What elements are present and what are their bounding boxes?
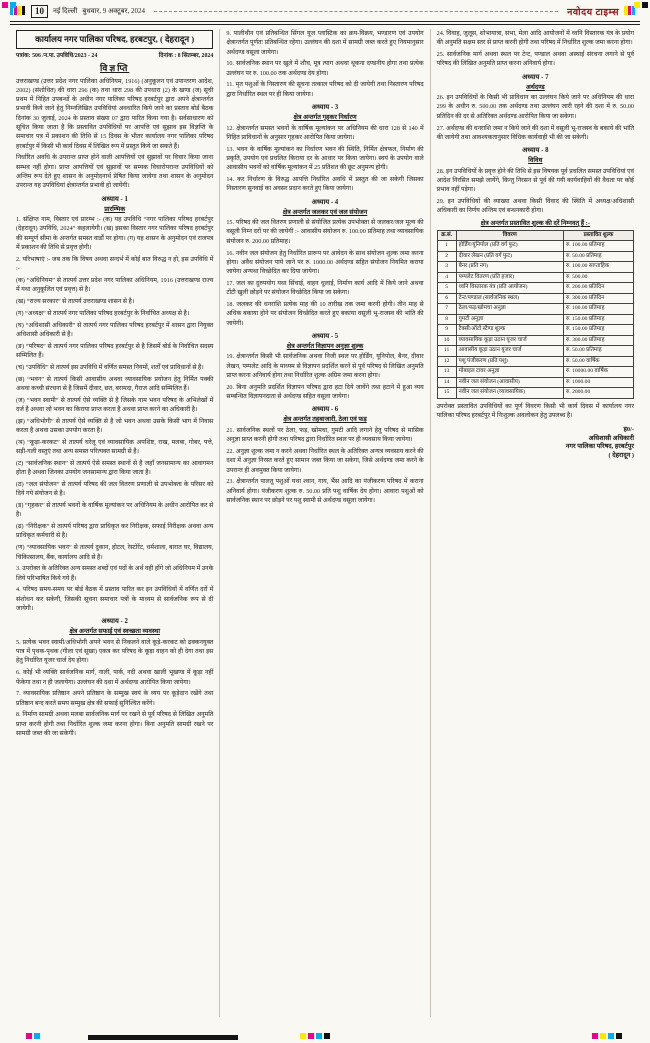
section-subheading: विविध <box>528 157 543 165</box>
fee-table-cell: 9 <box>437 325 456 336</box>
notice-paragraph: (ड) “गृहकर” से तात्पर्य भवनों के वार्षिक मूल्यांकन पर अधिनियम के अधीन आरोपित कर से है। <box>16 502 214 519</box>
fee-table-cell: 13 <box>437 367 456 378</box>
fee-table-cell: रु. 150.00 प्रतिमाह <box>563 314 633 325</box>
fee-table-cell: रु. 100.00 प्रतिमाह <box>563 304 633 315</box>
ref-number: पत्रांक: 506 /न.पा. उपविधि/2023 - 24 <box>16 52 98 59</box>
fee-table-cell: रु. 1000.00 <box>563 377 633 388</box>
notice-paragraph: 21. सार्वजनिक स्थलों पर ठेला, फड़, खोमचा, गुमटी आदि लगाने हेतु परिषद से मासिक अनुज्ञा प्राप्त करनी होगी तथा परिषद द्वारा निर्धारित स्थल पर ही व्यवसाय किया जायेगा। <box>226 426 424 444</box>
notice-paragraph: 3. उपरोक्त के अतिरिक्त अन्य समस्त शब्दों एवं पदों के अर्थ वही होंगे जो अधिनियम में उनके लिये परिभाषित किये गये हैं। <box>16 565 214 582</box>
notice-paragraph: 25. सार्वजनिक मार्ग अथवा स्थल पर टेन्ट, पण्डाल अथवा अस्थाई संरचना लगाने से पूर्व परिषद की लिखित अनुमति प्राप्त करना अनिवार्य होगा। <box>436 51 634 68</box>
magenta-mark <box>592 1033 598 1039</box>
cyan-mark <box>10 2 16 8</box>
fee-table-row <box>437 346 633 357</box>
bottom-black-registration-bar <box>88 1035 238 1040</box>
notice-heading: विज्ञप्ति <box>99 62 130 73</box>
notice-paragraph: (छ) “भवन” से तात्पर्य किसी आवासीय अथवा व्यावसायिक प्रयोजन हेतु निर्मित पक्की अथवा कच्ची संरचना से है जिसमें दीवार, छत, बरामदा, गैराज आदि सम्मिलित हैं। <box>16 375 214 392</box>
chapter-heading: अध्याय - 5 <box>311 332 339 340</box>
office-title-box <box>16 30 213 49</box>
notice-paragraph: 18. जलकर की धनराशि प्रत्येक माह की 10 तारीख तक जमा करनी होगी। तीन माह से अधिक बकाया होने पर संयोजन विच्छेदित करते हुए बकाया वसूली भू-राजस्व की भांति की जायेगी। <box>226 301 424 327</box>
fee-table-row <box>437 251 633 262</box>
section-subheading: क्षेत्र अन्तर्गत विज्ञापन अनुज्ञा शुल्क <box>286 342 364 350</box>
fee-table-cell: रु. 500.00 <box>563 272 633 283</box>
fee-table-row <box>437 314 633 325</box>
notice-paragraph: 10. सार्वजनिक स्थान पर खुले में शौच, मूत्र त्याग अथवा थूकना दण्डनीय होगा तथा प्रत्येक उल्लंघन पर रु. 100.00 तक अर्थदण्ड देय होगा। <box>226 60 424 77</box>
signature-block <box>437 426 634 460</box>
section-subheading: क्षेत्र अन्तर्गत तहबाजारी, ठेला एवं फड़ <box>283 416 367 424</box>
notice-paragraph: 26. इन उपविधियों के किसी भी प्राविधान का उल्लंघन किये जाने पर अधिनियम की धारा 299 के अधीन रु. 500.00 तक अर्थदण्ड तथा उल्लंघन जारी रहने की दशा में रु. 50.00 प्रतिदिन की दर से अतिरिक्त अर्थदण्ड आरोपित किया जा सकेगा। <box>436 94 634 120</box>
notice-paragraph: (ज) “भवन स्वामी” से तात्पर्य ऐसे व्यक्ति से है जिसके नाम भवन परिषद के अभिलेखों में दर्ज है अथवा जो भवन का किराया प्राप्त करता है अथवा प्राप्त करने का अधिकारी है। <box>16 396 214 413</box>
black-mark <box>616 1033 622 1039</box>
fee-table-cell: रु. 2000.00 <box>563 388 633 399</box>
fee-table-cell: 4 <box>437 272 456 283</box>
fee-table-cell: रु. 50.00 प्रतिमाह <box>563 346 633 357</box>
fee-table-header-cell: प्रस्तावित शुल्क <box>563 230 633 241</box>
notice-paragraph: 22. अनुज्ञा शुल्क जमा न करने अथवा निर्धारित स्थल के अतिरिक्त अन्यत्र व्यवसाय करने की दशा में अनुज्ञा निरस्त करते हुए सामान जब्त किया जा सकेगा, जिसे अर्थदण्ड जमा करने के उपरान्त ही अवमुक्त किया जायेगा। <box>226 448 424 474</box>
fee-table-cell: 12 <box>437 356 456 367</box>
fee-table-cell: 5 <box>437 283 456 294</box>
notice-paragraph: (घ) “अधिशासी अधिकारी” से तात्पर्य नगर पालिका परिषद हरबर्टपुर में शासन द्वारा नियुक्त अधिशासी अधिकारी से है। <box>16 321 214 338</box>
fee-table-cell: नवीन जल संयोजन (व्यावसायिक) <box>456 388 563 399</box>
fee-table-cell: रु. 300.00 प्रतिमाह <box>563 335 633 346</box>
chapter-heading: अध्याय - 7 <box>522 73 549 81</box>
fee-table-cell: पम्पलेट वितरण (प्रति हजार) <box>456 272 563 283</box>
notice-paragraph: (ढ) “निरीक्षक” से तात्पर्य परिषद द्वारा प्राधिकृत कर निरीक्षक, सफाई निरीक्षक अथवा अन्य प्राधिकृत कर्मचारी से है। <box>16 523 214 540</box>
fee-table-body <box>437 241 633 399</box>
fee-table-header-row <box>437 230 633 241</box>
section-subheading: प्रारम्भिक <box>104 205 126 213</box>
notice-paragraph: 1. संक्षिप्त नाम, विस्तार एवं प्रारम्भ :- (क) यह उपविधि “नगर पालिका परिषद हरबर्टपुर (देहरादून) उपविधि, 2024” कहलायेगी। (ख) इसका विस्तार नगर पालिका परिषद हरबर्टपुर की सम्पूर्ण सीमा के अन्तर्गत समस्त वार्डों पर होगा। (ग) यह शासन के अनुमोदन एवं राजपत्र में प्रकाशन की तिथि से प्रवृत्त होगी। <box>16 216 214 251</box>
masthead-divider-dashes <box>154 11 558 12</box>
masthead <box>0 0 650 21</box>
fee-table-cell: रु. 50.00 वार्षिक <box>563 356 633 367</box>
fee-table-row <box>437 325 633 336</box>
notice-paragraph: 5. प्रत्येक भवन स्वामी/अधिभोगी अपने भवन से निकलने वाले कूड़े-करकट को ढक्कनयुक्त पात्र में पृथक-पृथक (गीला एवं सूखा) एकत्र कर परिषद के कूड़ा वाहन को ही देगा तथा इस हेतु निर्धारित यूजर चार्ज देय होगा। <box>16 638 214 665</box>
fee-table-cell: 7 <box>437 304 456 315</box>
yellow-bar <box>18 6 21 15</box>
fee-table-cell: 8 <box>437 314 456 325</box>
chapter-heading: अध्याय - 8 <box>522 147 549 155</box>
fee-table-cell: 10 <box>437 335 456 346</box>
fee-table-cell: गुमटी अनुज्ञा <box>456 314 563 325</box>
fee-table-row <box>437 377 633 388</box>
fee-table-cell: होर्डिंग/यूनिपोल (प्रति वर्ग फुट) <box>456 241 563 252</box>
notice-paragraph: (ख) “राज्य सरकार” से तात्पर्य उत्तराखण्ड शासन से है। <box>16 297 135 305</box>
fee-table-cell: दीवार लेखन (प्रति वर्ग फुट) <box>456 251 563 262</box>
notice-paragraph: 29. इन उपविधियों की व्याख्या अथवा किसी विवाद की स्थिति में अध्यक्ष/अधिशासी अधिकारी का निर्णय अन्तिम एवं बन्धनकारी होगा। <box>436 198 634 215</box>
notice-paragraph: (ङ) “परिषद” से तात्पर्य नगर पालिका परिषद हरबर्टपुर से है जिसमें बोर्ड के निर्वाचित सदस्य सम्मिलित हैं। <box>16 342 214 359</box>
fee-table-row <box>437 304 633 315</box>
fee-table-cell: 11 <box>437 346 456 357</box>
notice-paragraph: 23. क्षेत्रान्तर्गत पालतू पशुओं यथा श्वान, गाय, भैंस आदि का पंजीकरण परिषद में कराना अनिवार्य होगा। पंजीकरण शुल्क रु. 50.00 प्रति पशु वार्षिक देय होगा। आवारा पशुओं को सार्वजनिक स्थान पर छोड़ने पर पशु स्वामी से अर्थदण्ड वसूला जायेगा। <box>226 478 424 504</box>
fee-table-cell: ध्वनि विस्तारक यंत्र (प्रति आयोजन) <box>456 283 563 294</box>
section-subheading: क्षेत्र अन्तर्गत गृहकर निर्धारण <box>293 114 357 122</box>
fee-table-cell: आवासीय कूड़ा उठान यूजर चार्ज <box>456 346 563 357</box>
fee-table-cell: पशु पंजीकरण (प्रति पशु) <box>456 356 563 367</box>
fee-table-cell: 6 <box>437 293 456 304</box>
fee-table-row <box>437 367 633 378</box>
masthead-rule <box>10 21 640 25</box>
notice-paragraph: (ञ) “कूड़ा-करकट” से तात्पर्य घरेलू एवं व्यावसायिक अपशिष्ट, राख, मलबा, गोबर, पत्ते, सड़ी-गली वस्तुएं तथा अन्य समस्त परित्यक्त सामग्री से है। <box>16 438 214 456</box>
notice-paragraph: 13. भवन के वार्षिक मूल्यांकन का निर्धारण भवन की स्थिति, निर्मित क्षेत्रफल, निर्माण की प्रकृति, उपयोग एवं प्रचलित किराया दर के आधार पर किया जायेगा। स्वयं के उपयोग वाले आवासीय भवनों को वार्षिक मूल्यांकन में 25 प्रतिशत की छूट अनुमन्य होगी। <box>226 145 424 172</box>
notice-paragraph: उपरोक्त प्रस्तावित उपविधियों का पूर्ण विवरण किसी भी कार्य दिवस में कार्यालय नगर पालिका परिषद हरबर्टपुर में निःशुल्क अवलोकन हेतु उपलब्ध है। <box>436 402 634 419</box>
fee-table-row <box>437 283 633 294</box>
signature-line: ह0/- <box>623 426 634 434</box>
notice-paragraph: 24. विवाह, जुलूस, शोभायात्रा, सभा, मेला आदि आयोजनों में ध्वनि विस्तारक यंत्र के प्रयोग की अनुमति सक्षम स्तर से प्राप्त करनी होगी तथा परिषद में निर्धारित शुल्क जमा करना होगा। <box>436 30 634 47</box>
notice-paragraph: (ठ) “जल संयोजन” से तात्पर्य परिषद की जल वितरण प्रणाली से उपभोक्ता के परिसर को दिये गये संयोजन से है। <box>16 480 214 498</box>
notice-paragraph: 19. क्षेत्रान्तर्गत किसी भी सार्वजनिक अथवा निजी स्थल पर होर्डिंग, यूनिपोल, बैनर, दीवार लेखन, पम्पलेट आदि के माध्यम से विज्ञापन प्रदर्शित करने से पूर्व परिषद से लिखित अनुमति प्राप्त करना अनिवार्य होगा तथा निर्धारित शुल्क अग्रिम जमा करना होगा। <box>226 353 424 380</box>
black-mark <box>642 2 648 8</box>
yellow-bar <box>624 6 627 15</box>
notice-paragraph: (च) “उपविधि” से तात्पर्य इस उपविधि में वर्णित समस्त नियमों, शर्तों एवं प्राविधानों से है। <box>16 363 204 371</box>
chapter-heading: अध्याय - 2 <box>101 618 128 626</box>
notice-paragraph: 28. इन उपविधियों के प्रवृत्त होने की तिथि से इस विषयक पूर्व प्रचलित समस्त उपविधियां एवं आदेश निरसित समझे जायेंगे, किन्तु निरसन से पूर्व की गयी कार्यवाहियों की वैधता पर कोई प्रभाव नहीं पड़ेगा। <box>436 167 634 194</box>
notice-paragraph: 4. परिषद समय-समय पर बोर्ड बैठक में प्रस्ताव पारित कर इन उपविधियों में वर्णित दरों में संशोधन कर सकेगी, जिसकी सूचना समाचार पत्रों के माध्यम से सार्वजनिक रूप से दी जायेगी। <box>16 586 214 613</box>
chapter-heading: अध्याय - 3 <box>311 104 339 112</box>
section-subheading: अर्थदण्ड <box>525 83 545 91</box>
masthead-date: बुधवार, 9 अक्टूबर, 2024 <box>82 7 145 15</box>
notice-paragraph: 9. पालीथीन एवं प्रतिबन्धित सिंगल यूज प्लास्टिक का क्रय-विक्रय, भण्डारण एवं उपयोग क्षेत्रान्तर्गत पूर्णतः प्रतिबन्धित रहेगा। उल्लंघन की दशा में सामग्री जब्त करते हुए नियमानुसार अर्थदण्ड वसूला जायेगा। <box>226 30 424 56</box>
fee-table-row <box>437 272 633 283</box>
fee-table-row <box>437 335 633 346</box>
notice-paragraph: 14. कर निर्धारण के विरुद्ध आपत्ति निर्धारित अवधि में प्रस्तुत की जा सकेगी जिसका निस्तारण सुनवाई का अवसर प्रदान करते हुए किया जायेगा। <box>226 176 424 193</box>
fee-table-header <box>437 230 633 241</box>
notice-paragraph: 8. निर्माण सामग्री अथवा मलबा सार्वजनिक मार्ग पर रखने से पूर्व परिषद से लिखित अनुमति प्राप्त करनी होगी तथा निर्धारित शुल्क जमा करना होगा। बिना अनुमति सामग्री रखने पर सामग्री जब्त की जा सकेगी। <box>16 711 214 738</box>
notice-paragraph: निर्धारित अवधि के उपरान्त प्राप्त होने वाली आपत्तियों एवं सुझावों पर विचार किया जाना सम्भव नहीं होगा। प्राप्त आपत्तियों एवं सुझावों पर सम्यक विचारोपरान्त उपविधियों को अन्तिम रूप देते हुए शासन के अनुमोदनार्थ प्रेषित किया जायेगा तथा शासन के अनुमोदन उपरान्त यह उपविधियां क्षेत्रान्तर्गत प्रभावी हो जायेंगी। <box>16 154 214 190</box>
fee-table-cell: टैक्सी/ऑटो स्टैण्ड शुल्क <box>456 325 563 336</box>
chapter-heading: अध्याय - 1 <box>101 195 128 203</box>
notice-column-2 <box>219 29 429 1017</box>
notice-paragraph: (क) “अधिनियम” से तात्पर्य उत्तर प्रदेश नगर पालिका अधिनियम, 1916 (उत्तराखण्ड राज्य में यथा अनुकूलित एवं प्रवृत्त) से है। <box>16 276 214 294</box>
notice-column-3 <box>430 29 640 1017</box>
cyan-mark <box>608 1033 614 1039</box>
registration-marks-bottom-center <box>300 1033 330 1039</box>
black-mark <box>324 1033 330 1039</box>
notice-column-1 <box>10 29 219 1017</box>
registration-marks-top-right <box>634 2 648 8</box>
section-subheading: क्षेत्र अन्तर्गत प्रस्तावित शुल्क की दरें निम्नवत् हैं :- <box>480 220 590 228</box>
fee-table-row <box>437 293 633 304</box>
notice-body <box>10 29 640 1017</box>
yellow-mark <box>634 2 640 8</box>
fee-table-cell: रु. 150.00 प्रतिमाह <box>563 325 633 336</box>
cyan-mark <box>316 1033 322 1039</box>
office-title: कार्यालय नगर पालिका परिषद, हरबटपुर, ( देहरादून ) <box>35 34 195 44</box>
fee-table-cell: व्यावसायिक कूड़ा उठान यूजर चार्ज <box>456 335 563 346</box>
fee-table-row <box>437 356 633 367</box>
notice-paragraph: 7. व्यावसायिक प्रतिष्ठान अपने प्रतिष्ठान के सम्मुख स्वयं के व्यय पर कूड़ेदान रखेंगे तथा प्रतिष्ठान बन्द करते समय सम्मुख क्षेत्र की सफाई सुनिश्चित करेंगे। <box>16 690 214 707</box>
fee-table-cell: रु. 200.00 प्रतिदिन <box>563 283 633 294</box>
fee-table-cell: 15 <box>437 388 456 399</box>
notice-paragraph: 20. बिना अनुमति प्रदर्शित विज्ञापन परिषद द्वारा हटा दिये जायेंगे तथा हटाने में हुआ व्यय सम्बन्धित विज्ञापनदाता से अर्थदण्ड सहित वसूला जायेगा। <box>226 383 424 401</box>
paper-name: नवोदय टाइम्स <box>567 8 619 18</box>
registration-marks-bottom-right <box>592 1033 622 1039</box>
fee-table-cell: 14 <box>437 377 456 388</box>
reference-line <box>16 51 213 59</box>
fee-table-cell: मोबाइल टावर अनुज्ञा <box>456 367 563 378</box>
notice-paragraph: 11. मृत पशुओं के निस्तारण की सूचना तत्काल परिषद को दी जायेगी तथा निस्तारण परिषद द्वारा निर्धारित स्थल पर ही किया जायेगा। <box>226 81 424 98</box>
notice-paragraph: 27. अर्थदण्ड की धनराशि जमा न किये जाने की दशा में वसूली भू-राजस्व के बकाये की भांति की जायेगी तथा आवश्यकतानुसार विधिक कार्यवाही भी की जा सकेगी। <box>436 124 634 141</box>
fee-table-row <box>437 241 633 252</box>
magenta-mark <box>2 2 8 8</box>
chapter-heading: अध्याय - 6 <box>311 406 339 414</box>
notice-paragraph: 2. परिभाषाएं :- जब तक कि विषय अथवा सन्दर्भ में कोई बात विरुद्ध न हो, इस उपविधि में :- <box>16 255 214 273</box>
fee-table-cell: बैनर (प्रति नग) <box>456 262 563 273</box>
fee-table-cell: रु. 300.00 प्रतिदिन <box>563 293 633 304</box>
notice-paragraph: 6. कोई भी व्यक्ति सार्वजनिक मार्ग, नाली, पार्क, नदी अथवा खाली भूखण्ड में कूड़ा नहीं फेंकेगा तथा न ही जलायेगा। उल्लंघन की दशा में अर्थदण्ड आरोपित किया जायेगा। <box>16 669 214 686</box>
fee-table-cell: 1 <box>437 241 456 252</box>
page-number: 10 <box>31 5 48 18</box>
fee-table-cell: रु. 10000.00 वार्षिक <box>563 367 633 378</box>
fee-table-cell: नवीन जल संयोजन (आवासीय) <box>456 377 563 388</box>
notice-paragraph: उत्तराखण्ड (उत्तर प्रदेश नगर पालिका अधिनियम, 1916) (अनुकूलन एवं उपान्तरण आदेश, 2002) (संशोधित) की धारा 296 (क) तथा धारा 298 की उपधारा (2) के खण्ड (ज) सूची प्रथम में निहित उपबन्धों के अधीन नगर पालिका परिषद हरबर्टपुर द्वारा अपने क्षेत्रान्तर्गत प्रभावी किये जाने हेतु निम्नलिखित उपविधियां अवधारित किये जाने का प्रस्ताव बोर्ड बैठक दिनांक 30 जुलाई, 2024 के प्रस्ताव संख्या 07 द्वारा पारित किया गया है। सर्वसाधारण को सूचित किया जाता है कि प्रस्तावित उपविधियों पर आपत्ति एवं सुझाव इस विज्ञप्ति के समाचार पत्र में प्रकाशन की तिथि से 15 दिवस के भीतर कार्यालय नगर पालिका परिषद हरबर्टपुर में किसी भी कार्य दिवस में लिखित रूप में प्रस्तुत किये जा सकते हैं। <box>16 77 214 150</box>
section-subheading: क्षेत्र अन्तर्गत सफाई एवं स्वच्छता व्यवस्था <box>69 628 160 636</box>
column-2-text <box>226 29 423 505</box>
fee-table-cell: रु. 100.00 प्रतिमाह <box>563 241 633 252</box>
fee-table-row <box>437 388 633 399</box>
magenta-bar <box>628 6 631 15</box>
registration-marks-top-left <box>2 2 16 8</box>
fee-table-header-cell: विवरण <box>456 230 563 241</box>
notice-date: दिनांक : 8 सितम्बर, 2024 <box>158 52 214 59</box>
notice-paragraph: (झ) “अधिभोगी” से तात्पर्य ऐसे व्यक्ति से है जो भवन अथवा उसके किसी भाग में निवास करता है अथवा उसका उपयोग करता है। <box>16 417 214 434</box>
fee-table-cell: टेन्ट/पण्डाल (सार्वजनिक स्थल) <box>456 293 563 304</box>
fee-table <box>437 230 634 399</box>
column-1-text <box>16 77 213 739</box>
notice-paragraph: 16. नवीन जल संयोजन हेतु निर्धारित प्रारूप पर आवेदन के साथ संयोजन शुल्क जमा करना होगा। अवैध संयोजन पाये जाने पर रु. 1000.00 अर्थदण्ड सहित संयोजन नियमित कराया जायेगा अन्यथा विच्छेदित कर दिया जायेगा। <box>226 249 424 276</box>
yellow-mark <box>300 1033 306 1039</box>
registration-marks-bottom-left <box>26 1033 40 1039</box>
chapter-heading: अध्याय - 4 <box>311 198 339 206</box>
signature-line: ( देहरादून ) <box>608 451 634 459</box>
signature-line: अधिशासी अधिकारी <box>588 434 634 442</box>
notice-paragraph: 15. परिषद की जल वितरण प्रणाली से संयोजित प्रत्येक उपभोक्ता से जलकर/जल मूल्य की वसूली निम्न दरों पर की जायेगी :- आवासीय संयोजन रु. 100.00 प्रतिमाह तथा व्यावसायिक संयोजन रु. 200.00 प्रतिमाह। <box>226 219 424 245</box>
black-bar <box>22 6 25 15</box>
fee-table-row <box>437 262 633 273</box>
fee-table-cell: रु. 50.00 प्रतिमाह <box>563 251 633 262</box>
magenta-mark <box>26 1033 32 1039</box>
fee-table-header-cell: क्र.सं. <box>437 230 456 241</box>
yellow-mark <box>600 1033 606 1039</box>
magenta-mark <box>308 1033 314 1039</box>
notice-paragraph: 17. जल का दुरुपयोग यथा सिंचाई, वाहन धुलाई, निर्माण कार्य आदि में किये जाने अथवा टोंटी खुली छोड़ने पर संयोजन विच्छेदित किया जा सकेगा। <box>226 279 424 297</box>
masthead-city: नई दिल्ली <box>53 7 78 15</box>
fee-table-cell: 3 <box>437 262 456 273</box>
section-subheading: क्षेत्र अन्तर्गत जलकर एवं जल संयोजन <box>282 208 368 216</box>
fee-table-cell: ठेला/फड़/खोमचा अनुज्ञा <box>456 304 563 315</box>
notice-paragraph: (ग) “अध्यक्ष” से तात्पर्य नगर पालिका परिषद हरबर्टपुर के निर्वाचित अध्यक्ष से है। <box>16 309 190 317</box>
signature-line: नगर पालिका परिषद, हरबर्टपुर <box>565 443 634 451</box>
column-3-text <box>437 29 634 460</box>
fee-table-cell: 2 <box>437 251 456 262</box>
notice-paragraph: 12. क्षेत्रान्तर्गत समस्त भवनों के वार्षिक मूल्यांकन पर अधिनियम की धारा 128 से 140 में निहित प्राविधानों के अनुसार गृहकर आरोपित किया जायेगा। <box>226 124 424 141</box>
notice-paragraph: (ण) “व्यावसायिक भवन” से तात्पर्य दुकान, होटल, रेस्टोरेंट, धर्मशाला, बारात घर, विद्यालय, चिकित्सालय, बैंक, कार्यालय आदि से है। <box>16 544 214 561</box>
cyan-mark <box>34 1033 40 1039</box>
notice-paragraph: (ट) “सार्वजनिक स्थान” से तात्पर्य ऐसे समस्त स्थानों से है जहाँ जनसामान्य का आवागमन होता है अथवा जिनका उपयोग जनसामान्य द्वारा किया जाता है। <box>16 459 214 477</box>
fee-table-cell: रु. 100.00 साप्ताहिक <box>563 262 633 273</box>
